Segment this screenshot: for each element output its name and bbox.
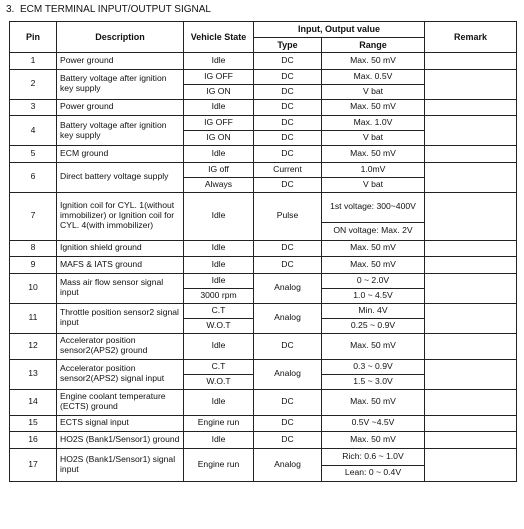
description-cell: Accelerator position sensor2(APS2) ground xyxy=(57,333,184,359)
description-cell: HO2S (Bank1/Sensor1) ground xyxy=(57,432,184,449)
table-row xyxy=(10,240,517,257)
vehicle-state-cell: Idle xyxy=(184,389,254,415)
table-row xyxy=(10,273,517,288)
header-range: Range xyxy=(322,38,425,53)
table-row xyxy=(10,389,517,415)
description-cell: Power ground xyxy=(57,53,184,70)
type-cell: DC xyxy=(254,84,322,99)
header-pin: Pin xyxy=(10,22,57,53)
remark-cell xyxy=(425,448,517,481)
table-row xyxy=(10,53,517,70)
vehicle-state-cell: IG off xyxy=(184,162,254,177)
type-cell: DC xyxy=(254,69,322,84)
range-cell: Min. 4V xyxy=(322,303,425,318)
range-cell: V bat xyxy=(322,84,425,99)
remark-cell xyxy=(425,273,517,303)
pin-cell: 17 xyxy=(10,448,57,481)
pin-cell: 6 xyxy=(10,162,57,192)
description-cell: Direct battery voltage supply xyxy=(57,162,184,192)
type-cell: DC xyxy=(254,415,322,432)
header-vehicle-state: Vehicle State xyxy=(184,22,254,53)
range-cell: Max. 50 mV xyxy=(322,257,425,274)
range-cell: 0.3 ~ 0.9V xyxy=(322,359,425,374)
table-row xyxy=(10,359,517,374)
remark-cell xyxy=(425,257,517,274)
section-number: 3. xyxy=(6,4,15,15)
range-cell: ON voltage: Max. 2V xyxy=(322,222,425,240)
range-cell: 0.25 ~ 0.9V xyxy=(322,318,425,333)
pin-cell: 14 xyxy=(10,389,57,415)
range-cell: V bat xyxy=(322,177,425,192)
vehicle-state-cell: 3000 rpm xyxy=(184,288,254,303)
header-type: Type xyxy=(254,38,322,53)
vehicle-state-cell: Engine run xyxy=(184,415,254,432)
description-cell: Ignition shield ground xyxy=(57,240,184,257)
remark-cell xyxy=(425,240,517,257)
range-cell: 1.0mV xyxy=(322,162,425,177)
remark-cell xyxy=(425,192,517,240)
vehicle-state-cell: Always xyxy=(184,177,254,192)
type-cell: DC xyxy=(254,240,322,257)
range-cell: Lean: 0 ~ 0.4V xyxy=(322,465,425,481)
description-cell: Engine coolant temperature (ECTS) ground xyxy=(57,389,184,415)
pin-cell: 11 xyxy=(10,303,57,333)
pin-cell: 1 xyxy=(10,53,57,70)
table-row xyxy=(10,257,517,274)
table-row xyxy=(10,162,517,177)
pin-cell: 16 xyxy=(10,432,57,449)
description-cell: Battery voltage after ignition key supply xyxy=(57,69,184,99)
range-cell: 0.5V ~4.5V xyxy=(322,415,425,432)
range-cell: 0 ~ 2.0V xyxy=(322,273,425,288)
vehicle-state-cell: IG OFF xyxy=(184,116,254,131)
remark-cell xyxy=(425,415,517,432)
table-row xyxy=(10,116,517,131)
remark-cell xyxy=(425,333,517,359)
description-cell: Battery voltage after ignition key supply xyxy=(57,116,184,146)
description-cell: Throttle position sensor2 signal input xyxy=(57,303,184,333)
vehicle-state-cell: Idle xyxy=(184,192,254,240)
vehicle-state-cell: Idle xyxy=(184,146,254,163)
remark-cell xyxy=(425,432,517,449)
vehicle-state-cell: IG OFF xyxy=(184,69,254,84)
type-cell: DC xyxy=(254,131,322,146)
table-row xyxy=(10,415,517,432)
pin-cell: 10 xyxy=(10,273,57,303)
range-cell: V bat xyxy=(322,131,425,146)
remark-cell xyxy=(425,69,517,99)
description-cell: Ignition coil for CYL. 1(without immobilizer) or Ignition coil for CYL. 4(with immobilizer) xyxy=(57,192,184,240)
range-cell: Max. 50 mV xyxy=(322,333,425,359)
range-cell: Max. 50 mV xyxy=(322,240,425,257)
pin-cell: 5 xyxy=(10,146,57,163)
type-cell: Analog xyxy=(254,303,322,333)
pin-cell: 7 xyxy=(10,192,57,240)
description-cell: Mass air flow sensor signal input xyxy=(57,273,184,303)
type-cell: Pulse xyxy=(254,192,322,240)
range-cell: Max. 1.0V xyxy=(322,116,425,131)
type-cell: DC xyxy=(254,146,322,163)
table-body xyxy=(10,53,517,482)
vehicle-state-cell: Idle xyxy=(184,333,254,359)
vehicle-state-cell: IG ON xyxy=(184,131,254,146)
vehicle-state-cell: IG ON xyxy=(184,84,254,99)
type-cell: DC xyxy=(254,389,322,415)
description-cell: HO2S (Bank1/Sensor1) signal input xyxy=(57,448,184,481)
header-description: Description xyxy=(57,22,184,53)
table-row xyxy=(10,333,517,359)
pin-cell: 12 xyxy=(10,333,57,359)
header-remark: Remark xyxy=(425,22,517,53)
table-row xyxy=(10,192,517,222)
type-cell: DC xyxy=(254,116,322,131)
remark-cell xyxy=(425,303,517,333)
vehicle-state-cell: Idle xyxy=(184,240,254,257)
range-cell: Max. 50 mV xyxy=(322,53,425,70)
description-cell: Power ground xyxy=(57,99,184,116)
remark-cell xyxy=(425,116,517,146)
vehicle-state-cell: Idle xyxy=(184,99,254,116)
range-cell: 1st voltage: 300~400V xyxy=(322,192,425,222)
description-cell: ECTS signal input xyxy=(57,415,184,432)
remark-cell xyxy=(425,162,517,192)
vehicle-state-cell: Idle xyxy=(184,432,254,449)
vehicle-state-cell: C.T xyxy=(184,359,254,374)
remark-cell xyxy=(425,389,517,415)
range-cell: 1.0 ~ 4.5V xyxy=(322,288,425,303)
header-io-value: Input, Output value xyxy=(254,22,425,38)
section-title xyxy=(6,4,211,15)
pin-cell: 2 xyxy=(10,69,57,99)
description-cell: Accelerator position sensor2(APS2) signal input xyxy=(57,359,184,389)
range-cell: Max. 50 mV xyxy=(322,99,425,116)
table-row xyxy=(10,146,517,163)
type-cell: Current xyxy=(254,162,322,177)
type-cell: DC xyxy=(254,257,322,274)
type-cell: Analog xyxy=(254,448,322,481)
range-cell: Max. 50 mV xyxy=(322,389,425,415)
description-cell: MAFS & IATS ground xyxy=(57,257,184,274)
vehicle-state-cell: Idle xyxy=(184,53,254,70)
description-cell: ECM ground xyxy=(57,146,184,163)
type-cell: DC xyxy=(254,333,322,359)
table-row xyxy=(10,448,517,465)
pin-cell: 13 xyxy=(10,359,57,389)
vehicle-state-cell: Engine run xyxy=(184,448,254,481)
vehicle-state-cell: C.T xyxy=(184,303,254,318)
type-cell: DC xyxy=(254,53,322,70)
type-cell: DC xyxy=(254,432,322,449)
remark-cell xyxy=(425,53,517,70)
pin-cell: 8 xyxy=(10,240,57,257)
vehicle-state-cell: Idle xyxy=(184,257,254,274)
pin-cell: 15 xyxy=(10,415,57,432)
table-row xyxy=(10,432,517,449)
table-row xyxy=(10,303,517,318)
section-title-text: ECM TERMINAL INPUT/OUTPUT SIGNAL xyxy=(20,4,211,15)
remark-cell xyxy=(425,359,517,389)
table-row xyxy=(10,99,517,116)
type-cell: DC xyxy=(254,99,322,116)
range-cell: Rich: 0.6 ~ 1.0V xyxy=(322,448,425,465)
remark-cell xyxy=(425,146,517,163)
range-cell: 1.5 ~ 3.0V xyxy=(322,374,425,389)
pin-cell: 3 xyxy=(10,99,57,116)
type-cell: Analog xyxy=(254,273,322,303)
vehicle-state-cell: W.O.T xyxy=(184,318,254,333)
pin-cell: 4 xyxy=(10,116,57,146)
table-row xyxy=(10,69,517,84)
vehicle-state-cell: W.O.T xyxy=(184,374,254,389)
type-cell: Analog xyxy=(254,359,322,389)
type-cell: DC xyxy=(254,177,322,192)
ecm-terminal-table xyxy=(9,21,517,482)
range-cell: Max. 50 mV xyxy=(322,146,425,163)
vehicle-state-cell: Idle xyxy=(184,273,254,288)
range-cell: Max. 50 mV xyxy=(322,432,425,449)
pin-cell: 9 xyxy=(10,257,57,274)
range-cell: Max. 0.5V xyxy=(322,69,425,84)
remark-cell xyxy=(425,99,517,116)
